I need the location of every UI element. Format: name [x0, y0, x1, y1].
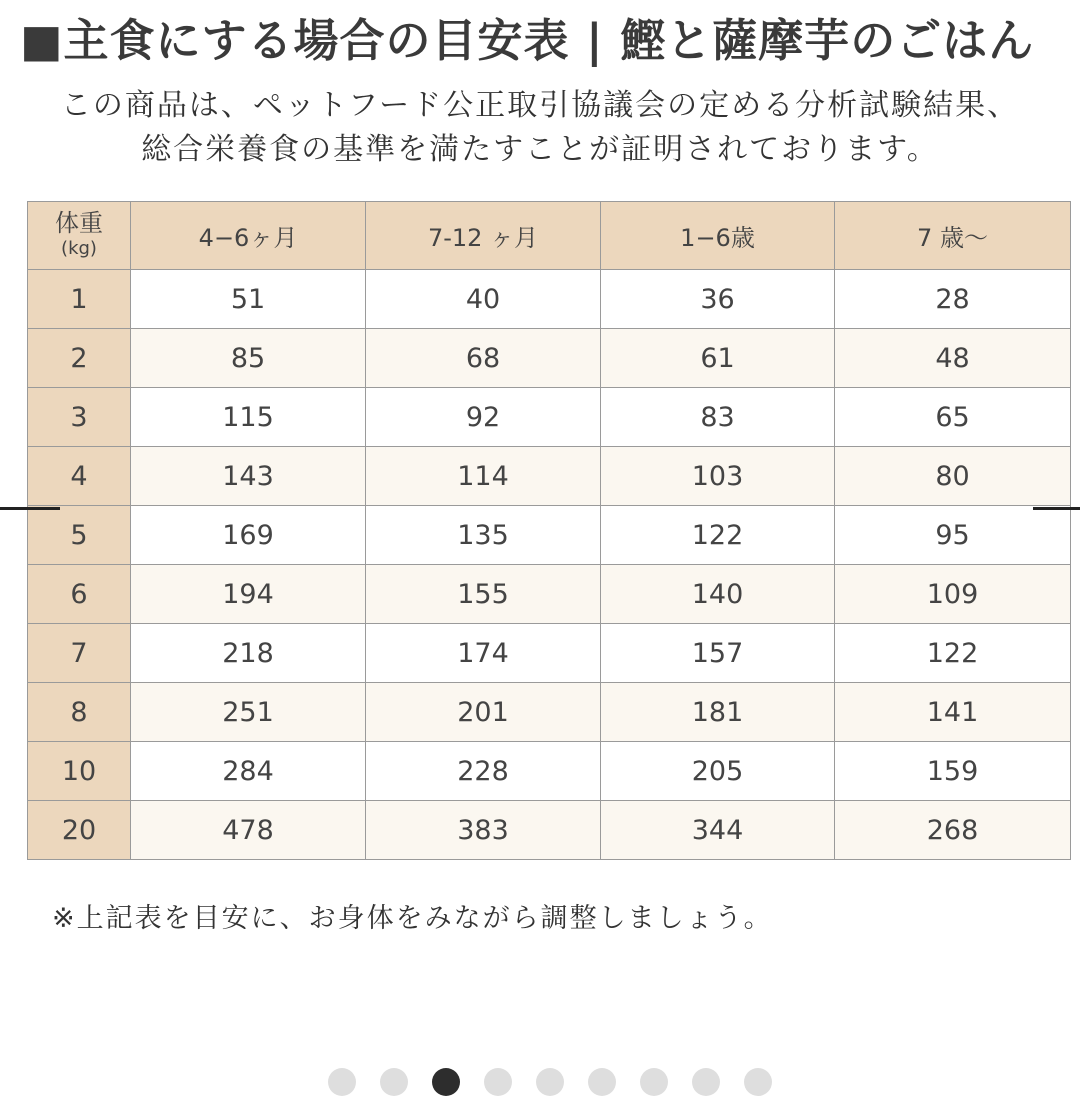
- carousel-dot[interactable]: [640, 1068, 668, 1096]
- weight-column-header: [28, 202, 131, 270]
- amount-cell: 174: [366, 624, 601, 683]
- carousel-dot[interactable]: [380, 1068, 408, 1096]
- amount-cell: 135: [366, 506, 601, 565]
- description-line-2: 総合栄養食の基準を満たすことが証明されております。: [141, 132, 939, 167]
- table-row: [28, 624, 1071, 683]
- table-row: [28, 683, 1071, 742]
- weight-cell: 1: [28, 270, 131, 329]
- amount-cell: 157: [601, 624, 835, 683]
- amount-cell: 205: [601, 742, 835, 801]
- table-header-row: [28, 202, 1071, 270]
- next-slide-handle[interactable]: [1033, 507, 1080, 510]
- amount-cell: 284: [131, 742, 366, 801]
- table-row: [28, 447, 1071, 506]
- footnote: ※上記表を目安に、お身体をみながら調整しましょう。: [52, 903, 773, 934]
- amount-cell: 122: [601, 506, 835, 565]
- carousel-dot[interactable]: [328, 1068, 356, 1096]
- amount-cell: 228: [366, 742, 601, 801]
- age-column-header: 1−6歳: [601, 202, 835, 270]
- amount-cell: 122: [835, 624, 1071, 683]
- weight-cell: 2: [28, 329, 131, 388]
- carousel-dot[interactable]: [484, 1068, 512, 1096]
- prev-slide-handle[interactable]: [0, 507, 60, 510]
- amount-cell: 159: [835, 742, 1071, 801]
- weight-cell: 5: [28, 506, 131, 565]
- amount-cell: 478: [131, 801, 366, 860]
- amount-cell: 169: [131, 506, 366, 565]
- feeding-guide-table: [27, 201, 1071, 860]
- amount-cell: 181: [601, 683, 835, 742]
- table-row: [28, 388, 1071, 447]
- amount-cell: 80: [835, 447, 1071, 506]
- description-line-1: この商品は、ペットフード公正取引協議会の定める分析試験結果、: [60, 88, 1020, 123]
- amount-cell: 85: [131, 329, 366, 388]
- amount-cell: 36: [601, 270, 835, 329]
- table-row: [28, 270, 1071, 329]
- weight-cell: 20: [28, 801, 131, 860]
- weight-header-label: 体重: [55, 208, 103, 237]
- amount-cell: 92: [366, 388, 601, 447]
- age-column-header: 7 歳～: [835, 202, 1071, 270]
- carousel-dot[interactable]: [744, 1068, 772, 1096]
- table-body: [28, 270, 1071, 860]
- amount-cell: 194: [131, 565, 366, 624]
- age-column-header: 4−6ヶ月: [131, 202, 366, 270]
- amount-cell: 344: [601, 801, 835, 860]
- amount-cell: 109: [835, 565, 1071, 624]
- amount-cell: 40: [366, 270, 601, 329]
- amount-cell: 251: [131, 683, 366, 742]
- weight-unit-label: (kg): [61, 237, 97, 259]
- carousel-dot[interactable]: [692, 1068, 720, 1096]
- amount-cell: 141: [835, 683, 1071, 742]
- amount-cell: 51: [131, 270, 366, 329]
- amount-cell: 218: [131, 624, 366, 683]
- carousel-dot[interactable]: [588, 1068, 616, 1096]
- weight-cell: 10: [28, 742, 131, 801]
- age-column-header: 7-12 ヶ月: [366, 202, 601, 270]
- weight-cell: 6: [28, 565, 131, 624]
- amount-cell: 68: [366, 329, 601, 388]
- amount-cell: 115: [131, 388, 366, 447]
- amount-cell: 65: [835, 388, 1071, 447]
- amount-cell: 48: [835, 329, 1071, 388]
- amount-cell: 95: [835, 506, 1071, 565]
- table-row: [28, 801, 1071, 860]
- product-description: [0, 84, 1080, 172]
- page-title: ■主食にする場合の目安表 | 鰹と薩摩芋のごはん: [20, 14, 1035, 67]
- amount-cell: 83: [601, 388, 835, 447]
- weight-cell: 3: [28, 388, 131, 447]
- amount-cell: 268: [835, 801, 1071, 860]
- amount-cell: 114: [366, 447, 601, 506]
- amount-cell: 103: [601, 447, 835, 506]
- weight-cell: 7: [28, 624, 131, 683]
- amount-cell: 143: [131, 447, 366, 506]
- amount-cell: 201: [366, 683, 601, 742]
- amount-cell: 28: [835, 270, 1071, 329]
- amount-cell: 155: [366, 565, 601, 624]
- amount-cell: 140: [601, 565, 835, 624]
- carousel-dot[interactable]: [536, 1068, 564, 1096]
- weight-cell: 8: [28, 683, 131, 742]
- table-row: [28, 329, 1071, 388]
- amount-cell: 383: [366, 801, 601, 860]
- carousel-dot-active[interactable]: [432, 1068, 460, 1096]
- table-row: [28, 742, 1071, 801]
- weight-cell: 4: [28, 447, 131, 506]
- table-row: [28, 506, 1071, 565]
- table-row: [28, 565, 1071, 624]
- amount-cell: 61: [601, 329, 835, 388]
